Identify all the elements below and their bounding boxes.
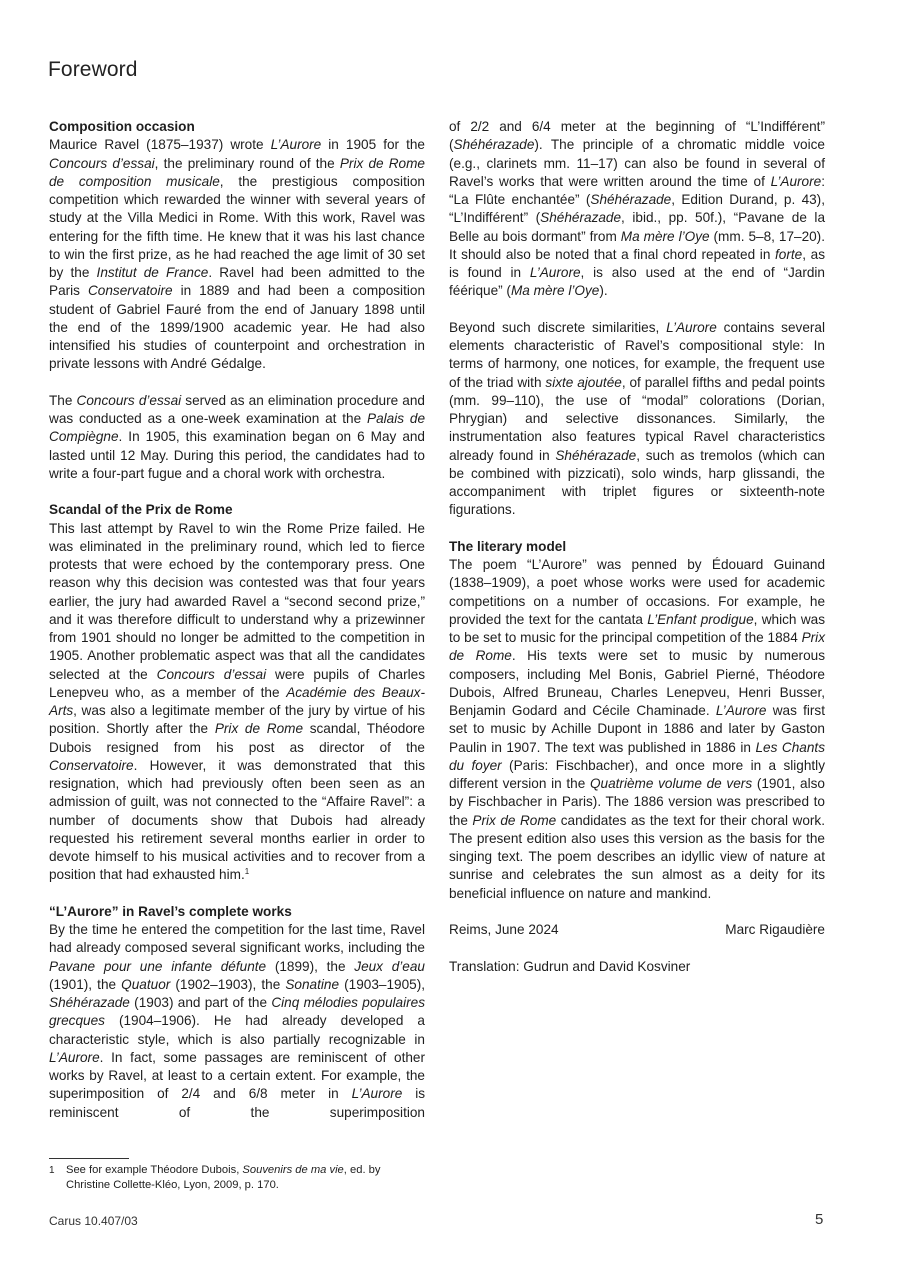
page-number: 5 <box>815 1211 824 1228</box>
catalog-number: Carus 10.407/03 <box>49 1214 138 1228</box>
paragraph-scandal: This last attempt by Ravel to win the Rome Prize failed. He was eliminated in the preliminary round, which led to fierce protests that were echoed by the contemporary press. One reason why this decision was contested was that four years earlier, the jury had awarded Ravel a “second second prize,” and it was therefore difficult to understand why a prizewinner from 1901 should no longer be admitted to the competition in 1905. Another problematic aspect was that all the candidates selected at the Concours d’essai were pupils of Charles Lenepveu who, as a member of the Académie des Beaux-Arts, was also a legitimate member of the jury by virtue of his position. Shortly after the Prix de Rome scandal, Théodore Dubois resigned from his post as director of the Conservatoire. However, it was demonstrated that this resignation, which had previously often been seen as an admission of guilt, was not connected to the “Affaire Ravel”: a number of documents show that Dubois had already requested his retirement several months earlier in order to devote himself to his musical activities and to recover from a position that had exhausted him.$^1$ <box>49 520 425 883</box>
right-column <box>449 118 825 976</box>
paragraph-continued-works: of 2/2 and 6/4 meter at the beginning of “L’Indifférent” (Shéhérazade). The principle of a chromatic middle voice (e.g., clarinets mm. 11–17) can also be found in several of Ravel’s works that were written around the time of L’Aurore: “La Flûte enchantée” (Shéhérazade, Edition Durand, p. 43), “L’Indifférent” (Shéhérazade, ibid., pp. 50f.), “Pavane de la Belle au bois dormant” from Ma mère l’Oye (mm. 5–8, 17–20). It should also be noted that a final chord repeated in forte, as is found in L’Aurore, is also used at the end of “Jardin féérique” (Ma mère l’Oye). <box>449 119 825 299</box>
section-heading-scandal: Scandal of the Prix de Rome <box>49 502 233 518</box>
translation-credit: Translation: Gudrun and David Kosviner <box>449 958 691 974</box>
place-date: Reims, June 2024 <box>449 922 559 937</box>
paragraph-literary-model: The poem “L’Aurore” was penned by Édouard Guinand (1838–1909), a poet whose works were used for academic competitions on a number of occasions. For example, he provided the text for the cantata L’Enfant prodigue, which was to be set to music for the principal competition of the 1884 Prix de Rome. His texts were set to music by numerous composers, including Mel Bonis, Gabriel Pierné, Théodore Dubois, Alfred Bruneau, Charles Lenepveu, Henri Busser, Benjamin Godard and Cécile Chaminade. L’Aurore was first set to music by Achille Dupont in 1886 and later by Gaston Paulin in 1907. The text was published in 1886 in Les Chants du foyer (Paris: Fischbacher), and once more in a slightly different version in the Quatrième volume de vers (1901, also by Fischbacher in Paris). The 1886 version was prescribed to the Prix de Rome candidates as the text for their choral work. The present edition also uses this version as the basis for the singing text. The poem describes an idyllic view of nature at sunrise and celebrates the sun almost as a deity for its beneficial influence on nature and mankind. <box>449 557 826 901</box>
author-name: Marc Rigaudière <box>725 922 825 937</box>
footnote-number: 1 <box>49 1165 55 1176</box>
paragraph-concours-dessai: The Concours d’essai served as an elimination procedure and was conducted as a one-week examination at the Palais de Compiègne. In 1905, this examination began on 6 May and lasted until 12 May. During this period, the candidates had to write a four-part fugue and a choral work with orchestra. <box>49 392 425 481</box>
section-heading-complete-works: “L’Aurore” in Ravel’s complete works <box>49 903 292 919</box>
footnote-text: See for example Théodore Dubois, Souvenirs de ma vie, ed. by Christine Collette-Kléo, Lyon, 2009, p. 170. <box>66 1164 381 1191</box>
footnote-divider <box>49 1158 129 1159</box>
paragraph-style-characteristics: Beyond such discrete similarities, L’Aurore contains several elements characteristic of Ravel’s compositional style: In terms of harmony, one notices, for example, the frequent use of the triad with sixte ajoutée, of parallel fifths and pedal points (mm. 99–110), the use of “modal” colorations (Dorian, Phrygian) and selective dissonances. Similarly, the instrumentation also features typical Ravel characteristics already found in Shéhérazade, such as tremolos (which can be combined with pizzicati), solo winds, harp glissandi, the accompaniment with triplet figures or sixteenth-note figurations. <box>449 319 825 518</box>
signature-row <box>449 921 825 939</box>
footnote <box>49 1163 425 1193</box>
left-column <box>49 118 425 1122</box>
paragraph-composition-occasion: Maurice Ravel (1875–1937) wrote L’Aurore in 1905 for the Concours d’essai, the preliminary round of the Prix de Rome de composition musicale, the prestigious composition competition which rewarded the winner with several years of study at the Villa Medici in Rome. With this work, Ravel was entering for the fifth time. He knew that it was his last chance to win the first prize, as he had reached the age limit of 30 set by the Institut de France. Ravel had been admitted to the Paris Conservatoire in 1889 and had been a composition student of Gabriel Fauré from the end of January 1898 until the end of the 1899/1900 academic year. He had also intensified his studies of counterpoint and orchestration in private lessons with André Gédalge. <box>49 137 425 372</box>
page-title: Foreword <box>48 58 138 81</box>
paragraph-complete-works: By the time he entered the competition for the last time, Ravel had already composed several significant works, including the Pavane pour une infante défunte (1899), the Jeux d’eau (1901), the Quatuor (1902–1903), the Sonatine (1903–1905), Shéhérazade (1903) and part of the Cinq mélodies populaires grecques (1904–1906). He had already developed a characteristic style, which is also partially recognizable in L’Aurore. In fact, some passages are reminiscent of other works by Ravel, at least to a certain extent. For example, the superimposition of 2/4 and 6/8 meter in L’Aurore is reminiscent of the superimposition <box>49 922 426 1120</box>
section-heading-literary-model: The literary model <box>449 538 567 554</box>
section-heading-composition-occasion: Composition occasion <box>49 119 195 134</box>
footnote-reference[interactable]: 1 <box>244 867 250 877</box>
